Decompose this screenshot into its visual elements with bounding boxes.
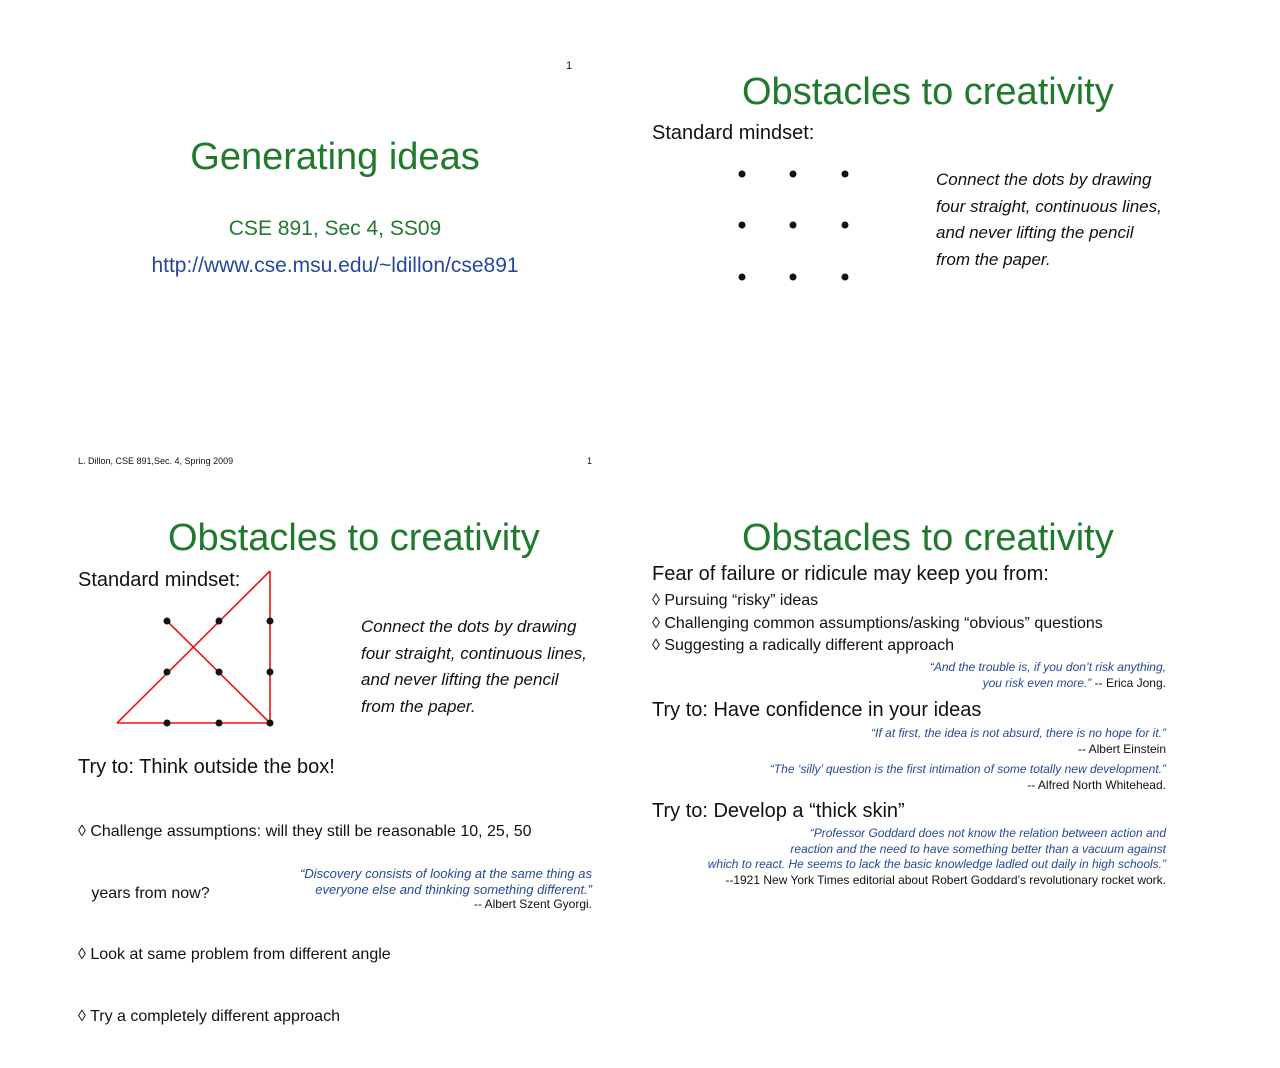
bullet-item: ◊ Pursuing “risky” ideas: [652, 592, 819, 609]
nine-dots-puzzle: [730, 162, 860, 292]
dot: [790, 222, 797, 229]
bullet-item: ◊ Look at same problem from different angle: [78, 946, 391, 963]
slide2-subtitle: Standard mindset:: [652, 122, 815, 144]
dot: [216, 720, 223, 727]
slide4-heading3: Try to: Develop a “thick skin”: [652, 800, 905, 822]
bullet-item: ◊ Try a completely different approach: [78, 1007, 340, 1025]
slide1-footer-left: L. Dillon, CSE 891,Sec. 4, Spring 2009: [78, 456, 234, 466]
prompt-line: from the paper.: [936, 249, 1051, 269]
bullet-item: ◊ Challenge assumptions: will they still be reasonable 10, 25, 50: [78, 823, 532, 840]
dot: [267, 618, 274, 625]
slide3-quote: [200, 866, 592, 898]
dot: [842, 274, 849, 281]
slide4-bullet-list: [652, 590, 1103, 658]
slide4-quote4-attribution: --1921 New York Times editorial about Robert Goddard’s revolutionary rocket work.: [725, 873, 1166, 887]
slide1-course: CSE 891, Sec 4, SS09: [228, 217, 442, 240]
slide1-title: Generating ideas: [190, 136, 480, 178]
prompt-line: and never lifting the pencil: [361, 670, 559, 689]
quote-line: “If at first, the idea is not absurd, there is no hope for it.”: [871, 726, 1166, 740]
quote-line: “Discovery consists of looking at the same thing as: [300, 866, 592, 881]
quote-line: “Professor Goddard does not know the relation between action and: [809, 826, 1166, 840]
dot: [164, 618, 171, 625]
quote-line: reaction and the need to have something better than a vacuum against: [790, 841, 1166, 856]
slide2-prompt: [936, 167, 1162, 273]
dot: [739, 171, 746, 178]
slide3-title: Obstacles to creativity: [168, 517, 540, 559]
dot: [267, 669, 274, 676]
slide2-title: Obstacles to creativity: [742, 71, 1114, 113]
dot: [739, 222, 746, 229]
dot: [164, 720, 171, 727]
dot: [842, 222, 849, 229]
quote-line: which to react. He seems to lack the basic knowledge ladled out daily in high schools.”: [707, 857, 1166, 871]
slide4-heading1: Fear of failure or ridicule may keep you from:: [652, 563, 1049, 585]
dot: [790, 274, 797, 281]
slide4-quote4: [620, 826, 1166, 873]
slide3-heading: Try to: Think outside the box!: [78, 756, 335, 778]
prompt-line: and never lifting the pencil: [936, 223, 1134, 242]
bullet-item: years from now?: [78, 884, 210, 902]
dot: [267, 720, 274, 727]
slide3-subtitle: Standard mindset:: [78, 569, 241, 591]
quote-attribution: -- Erica Jong.: [1091, 676, 1166, 690]
prompt-line: Connect the dots by drawing: [936, 170, 1152, 189]
slide1-footer-right: 1: [587, 456, 593, 466]
slide4-title: Obstacles to creativity: [742, 517, 1114, 559]
prompt-line: from the paper.: [361, 696, 476, 716]
dot: [842, 171, 849, 178]
quote-line: everyone else and thinking something different.”: [315, 882, 592, 897]
quote-attribution: -- Alfred North Whitehead.: [1027, 778, 1166, 792]
quote-line: “The ‘silly’ question is the first intimation of some totally new development.”: [769, 762, 1166, 776]
prompt-line: Connect the dots by drawing: [361, 617, 577, 636]
slide4-quote2: [660, 725, 1166, 757]
nine-dots-solution: [110, 565, 285, 735]
bullet-item: ◊ Suggesting a radically different approach: [652, 637, 955, 654]
slide3-bullet-list: [78, 781, 532, 1068]
prompt-line: four straight, continuous lines,: [361, 643, 587, 663]
quote-attribution: -- Albert Einstein: [1077, 742, 1166, 756]
slide4-quote1: [660, 659, 1166, 691]
dot: [216, 669, 223, 676]
dot: [790, 171, 797, 178]
dot: [164, 669, 171, 676]
quote-line: “And the trouble is, if you don’t risk anything,: [929, 660, 1166, 674]
slide3-attribution: -- Albert Szent Gyorgi.: [473, 897, 592, 911]
slide3-prompt: [361, 614, 587, 720]
page-number: 1: [566, 60, 573, 72]
quote-line: you risk even more.”: [982, 676, 1092, 690]
bullet-item: ◊ Challenging common assumptions/asking “obvious” questions: [652, 614, 1103, 632]
dot: [216, 618, 223, 625]
slide1-url-link[interactable]: http://www.cse.msu.edu/~ldillon/cse891: [151, 254, 519, 277]
slide4-quote3: [660, 761, 1166, 793]
dot: [739, 274, 746, 281]
prompt-line: four straight, continuous lines,: [936, 196, 1162, 216]
slide4-heading2: Try to: Have confidence in your ideas: [652, 699, 982, 721]
